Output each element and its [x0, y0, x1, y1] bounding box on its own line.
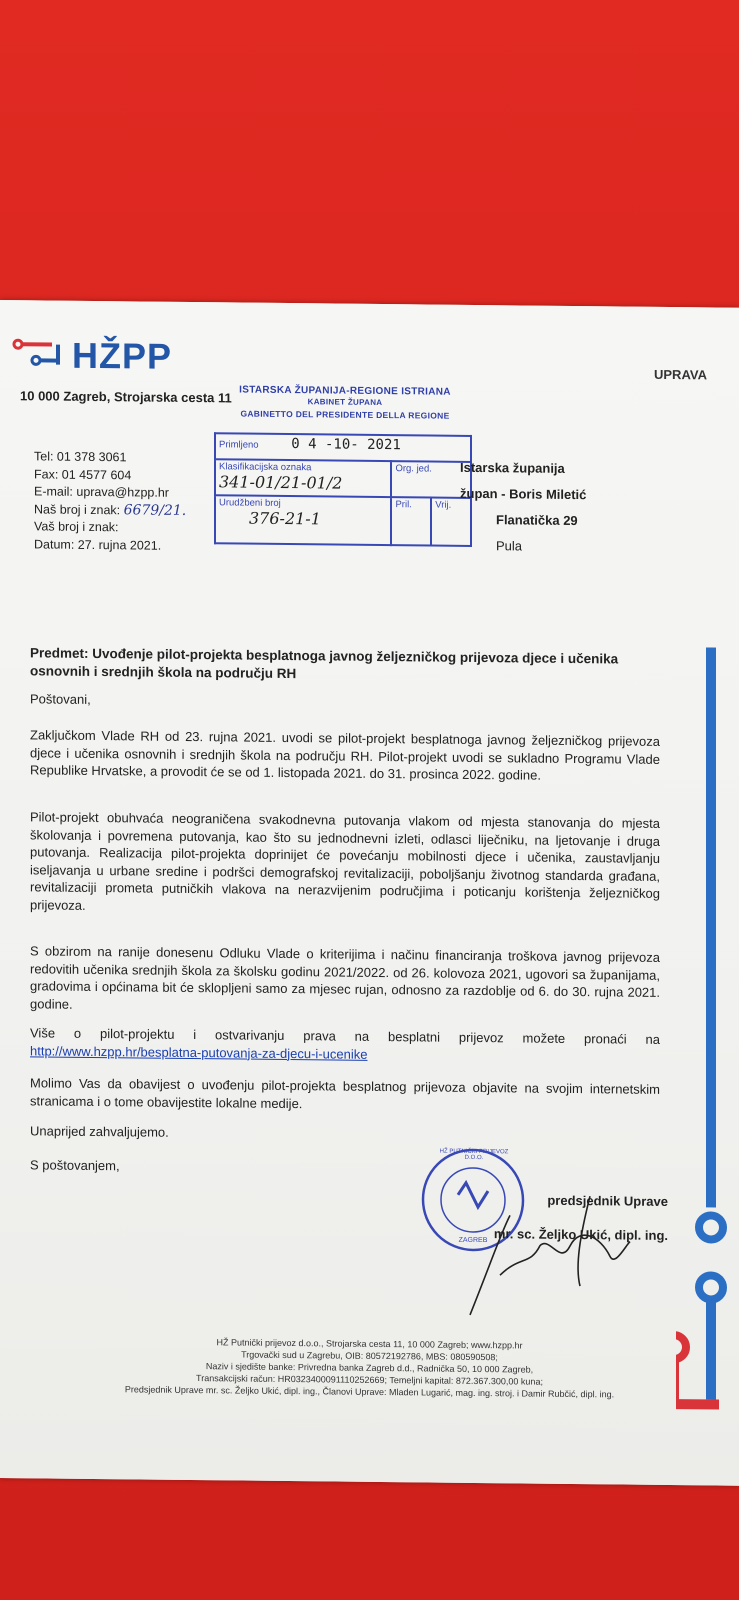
- stamp-line-2: KABINET ŽUPANA: [307, 397, 383, 408]
- stamp-line-3: GABINETTO DEL PRESIDENTE DELLA REGIONE: [240, 408, 450, 421]
- paragraph-1: Zaključkom Vlade RH od 23. rujna 2021. uvodi se pilot-projekt besplatnoga javnog željezničkog prijevoza djece i učenika osnovnih i srednjih škola na području RH. Pilot-projekt uvodi se sukladno Programu Vlade Republike Hrvatske, a provodit će se od 1. listopada 2021. do 31. prosinca 2022. godine.: [30, 727, 660, 783]
- class-value: 341-01/21-01/2: [219, 472, 343, 493]
- fax: Fax: 01 4577 604: [34, 466, 132, 482]
- reg-value: 376-21-1: [249, 508, 321, 529]
- paragraph-5: Molimo Vas da obavijest o uvođenju pilot-projekta besplatnog prijevoza objavite na svojim internetskim stranicama i o tome obavijestite lokalne medije.: [30, 1075, 660, 1111]
- received-label: Primljeno: [219, 439, 259, 451]
- your-ref: Vaš broj i znak:: [34, 519, 119, 535]
- department-label: UPRAVA: [654, 366, 707, 383]
- recipient-line-1: Istarska županija: [460, 459, 565, 476]
- footer-line-3: Naziv i sjedište banke: Privredna banka Zagreb d.d., Radnička 50, 10 000 Zagreb,: [205, 1361, 534, 1375]
- letter-subject: Predmet: Uvođenje pilot-projekta besplatnoga javnog željezničkog prijevoza djece i učenika osnovnih i srednjih škola na području RH: [30, 645, 619, 682]
- sender-address: 10 000 Zagreb, Strojarska cesta 11: [20, 388, 232, 406]
- signatory-name: mr. sc. Željko Ukić, dipl. ing.: [493, 1226, 668, 1243]
- contact-block: [34, 448, 186, 555]
- paragraph-3: S obzirom na ranije donesenu Odluku Vlade o kriterijima i načinu financiranja troškova javnog prijevoza redovitih učenika srednjih škola za školsku godinu 2021/2022. od 26. kolovoza 2021, ugovori sa županijama, gradovima i općinama bit će sklopljeni samo za mjesec rujan, odnosno za razdoblje od 6. do 30. rujna 2021. godine.: [30, 943, 660, 1012]
- recipient-line-4: Pula: [496, 538, 523, 554]
- greeting: Poštovani,: [30, 691, 91, 707]
- phone: Tel: 01 378 3061: [34, 449, 127, 465]
- paragraph-4: [30, 1024, 660, 1066]
- hzpp-logo: [12, 336, 212, 378]
- handwritten-signature: [430, 1175, 640, 1327]
- letter-page: [0, 300, 739, 1486]
- footer-line-1: HŽ Putnički prijevoz d.o.o., Strojarska cesta 11, 10 000 Zagreb; www.hzpp.hr: [216, 1337, 523, 1351]
- vrij-label: Vrij.: [435, 499, 452, 511]
- pril-label: Pril.: [395, 499, 412, 511]
- reg-label: Urudžbeni broj: [219, 497, 281, 509]
- letter-date: Datum: 27. rujna 2021.: [34, 536, 162, 553]
- signatory-title: predsjednik Uprave: [547, 1192, 668, 1209]
- stamp-line-1: ISTARSKA ŽUPANIJA-REGIONE ISTRIANA: [239, 384, 451, 398]
- paragraph-4-text: Više o pilot-projektu i ostvarivanju prava na besplatni prijevoz možete pronaći na: [30, 1025, 660, 1047]
- recipient-line-3: Flanatička 29: [496, 512, 578, 529]
- footer-line-5: Predsjednik Uprave mr. sc. Željko Ukić, dipl. ing., Članovi Uprave: Mladen Lugarić, mag. ing. stroj. i Damir Rubčić, dipl. ing.: [124, 1384, 615, 1400]
- thanks: Unaprijed zahvaljujemo.: [30, 1123, 169, 1140]
- company-footer: [0, 1334, 739, 1402]
- seal-text-top: HŽ PUTNIČKI PRIJEVOZ D.O.O.: [439, 1148, 509, 1162]
- stamp-table: [214, 432, 472, 547]
- logo-text: HŽPP: [72, 334, 173, 377]
- our-ref-label: Naš broj i znak:: [34, 501, 121, 517]
- footer-line-2: Trgovački sud u Zagrebu, OIB: 80572192786, MBS: 080590508;: [241, 1349, 498, 1363]
- footer-line-4: Transakcijski račun: HR0323400091110252669; Temeljni kapital: 872.367.300,00 kuna;: [196, 1373, 543, 1387]
- seal-text-bottom: ZAGREB: [458, 1236, 488, 1245]
- registry-stamp: [210, 384, 472, 597]
- paragraph-2: Pilot-projekt obuhvaća neograničena svakodnevna putovanja vlakom od mjesta stanovanja do mjesta školovanja i povremena putovanja, kao što su jednodnevni izleti, odlasci liječniku, na ljetovanje i druga putovanja. Realizacija pilot-projekta doprinijet će povećanju mobilnosti djece i učenika, zaustavljanju iseljavanja u urbane sredine i podršci demografskoj revitalizaciji, poboljšanju životnog standarda građana, revitalizaciji prometa putničkih vlakova na nerazvijenim područjima i poticanju korištenja željezničkog prijevoza.: [30, 809, 660, 913]
- brand-decoration: [676, 647, 736, 1428]
- received-date: 0 4 -10- 2021: [291, 436, 401, 454]
- org-label: Org. jed.: [395, 463, 432, 475]
- our-ref: [34, 501, 186, 520]
- email: E-mail: uprava@hzpp.hr: [34, 484, 169, 500]
- class-label: Klasifikacijska oznaka: [219, 461, 312, 474]
- info-link[interactable]: http://www.hzpp.hr/besplatna-putovanja-za-djecu-i-ucenike: [30, 1042, 368, 1062]
- recipient-line-2: župan - Boris Miletić: [460, 485, 587, 503]
- logo-track-icon: [12, 336, 72, 371]
- our-ref-value: 6679/21.: [123, 501, 187, 519]
- recipient-block: [460, 455, 586, 560]
- closing: S poštovanjem,: [30, 1157, 120, 1174]
